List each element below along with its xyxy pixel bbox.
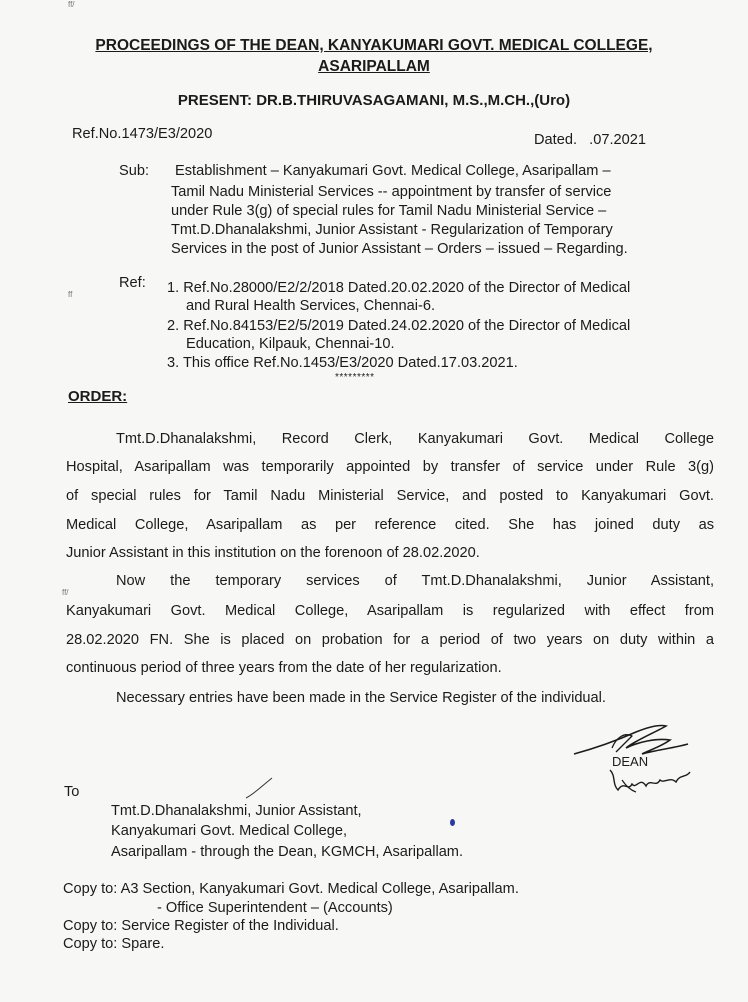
margin-mark: ff/ xyxy=(68,0,75,9)
ink-dot xyxy=(450,819,455,826)
subject-line: Establishment – Kanyakumari Govt. Medical College, Asaripallam – xyxy=(175,163,611,179)
recipient-line: Kanyakumari Govt. Medical College, xyxy=(111,823,348,839)
order-paragraph-line: of special rules for Tamil Nadu Ministerial Service, and posted to Kanyakumari Govt. xyxy=(66,488,714,504)
subject-label: Sub: xyxy=(119,163,150,179)
subject-line: Services in the post of Junior Assistant – Orders – issued – Regarding. xyxy=(171,241,628,257)
reference-item: 1. Ref.No.28000/E2/2/2018 Dated.20.02.2020 of the Director of Medical xyxy=(167,280,631,296)
recipient-line: Asaripallam - through the Dean, KGMCH, Asaripallam. xyxy=(111,844,464,860)
reference-item: Education, Kilpauk, Chennai-10. xyxy=(186,336,395,352)
margin-mark: ff/ xyxy=(62,588,69,597)
order-paragraph-line: Medical College, Asaripallam as per reference cited. She has joined duty as xyxy=(66,517,714,533)
copy-to-line: Copy to: A3 Section, Kanyakumari Govt. Medical College, Asaripallam. xyxy=(63,881,519,897)
reference-item: 3. This office Ref.No.1453/E3/2020 Dated.17.03.2021. xyxy=(167,355,518,371)
reference-item: 2. Ref.No.84153/E2/5/2019 Dated.24.02.2020 of the Director of Medical xyxy=(167,318,631,334)
separator-stars: ********* xyxy=(335,372,375,383)
copy-to-line: Copy to: Spare. xyxy=(63,936,165,952)
recipient-line: Tmt.D.Dhanalakshmi, Junior Assistant, xyxy=(111,803,362,819)
to-label: To xyxy=(64,784,80,800)
reference-item: and Rural Health Services, Chennai-6. xyxy=(186,298,436,314)
order-paragraph-line: continuous period of three years from the date of her regularization. xyxy=(66,660,502,676)
order-paragraph-line: Tmt.D.Dhanalakshmi, Record Clerk, Kanyakumari Govt. Medical College xyxy=(116,431,714,447)
order-paragraph-line: Necessary entries have been made in the Service Register of the individual. xyxy=(116,690,606,706)
margin-mark: ff xyxy=(68,290,73,299)
subject-line: Tamil Nadu Ministerial Services -- appointment by transfer of service xyxy=(171,184,612,200)
order-paragraph-line: 28.02.2020 FN. She is placed on probation for a period of two years on duty within a xyxy=(66,632,714,648)
document-title-line1: PROCEEDINGS OF THE DEAN, KANYAKUMARI GOVT. MEDICAL COLLEGE, xyxy=(95,37,653,54)
tick-mark xyxy=(244,776,274,802)
subject-line: under Rule 3(g) of special rules for Tamil Nadu Ministerial Service – xyxy=(171,203,607,219)
order-paragraph-line: Junior Assistant in this institution on the forenoon of 28.02.2020. xyxy=(66,545,480,561)
dean-signature xyxy=(566,718,698,804)
order-paragraph-line: Now the temporary services of Tmt.D.Dhanalakshmi, Junior Assistant, xyxy=(116,573,714,589)
copy-to-line: Copy to: Service Register of the Individual. xyxy=(63,918,339,934)
order-heading: ORDER: xyxy=(68,388,128,405)
document-title-line2: ASARIPALLAM xyxy=(318,58,430,75)
signature-dean-label: DEAN xyxy=(612,754,649,769)
dated-field: Dated. .07.2021 xyxy=(534,132,646,148)
order-paragraph-line: Kanyakumari Govt. Medical College, Asaripallam is regularized with effect from xyxy=(66,603,714,619)
order-paragraph-line: Hospital, Asaripallam was temporarily appointed by transfer of service under Rule 3(g) xyxy=(66,459,714,475)
reference-number: Ref.No.1473/E3/2020 xyxy=(72,126,213,142)
present-line: PRESENT: DR.B.THIRUVASAGAMANI, M.S.,M.CH.,(Uro) xyxy=(177,92,571,109)
copy-to-line: - Office Superintendent – (Accounts) xyxy=(157,900,393,916)
reference-label: Ref: xyxy=(119,275,146,291)
subject-line: Tmt.D.Dhanalakshmi, Junior Assistant - Regularization of Temporary xyxy=(171,222,613,238)
